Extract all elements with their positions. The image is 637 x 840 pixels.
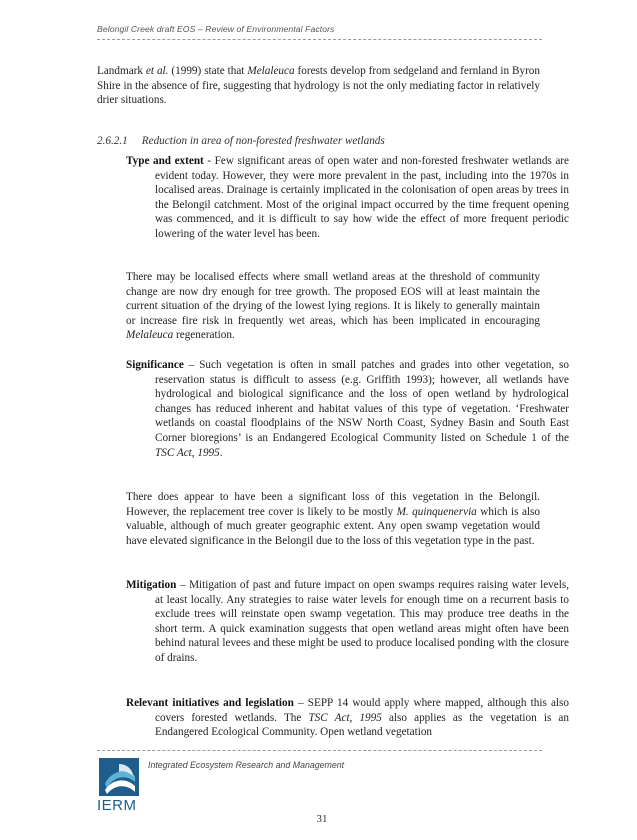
- significance-paragraph-2: [126, 490, 540, 548]
- intro-text-3: forests develop from sedgeland and fernland in Byron Shire in the absence of fire, suggesting that hydrology is not the only mediating factor in relatively drier situations.: [97, 65, 540, 107]
- section-heading: [97, 135, 540, 147]
- significance-text-2a: There does appear to have been a significant loss of this vegetation in the Belongil. However, the replacement tree cover is likely to be mostly: [126, 491, 540, 518]
- significance-text-2b: which is also valuable, although of much greater geographic extent. Any open swamp vegetation would have elevated significance in the Belongil due to the loss of this vegetation type in the past.: [126, 505, 540, 547]
- running-header: Belongil Creek draft EOS – Review of Environmental Factors: [97, 24, 335, 34]
- logo-text: IERM: [97, 797, 137, 814]
- intro-text-1: Landmark: [97, 65, 146, 77]
- intro-em-2: Melaleuca: [247, 65, 295, 77]
- relevant-initiatives-term: Relevant initiatives and legislation: [126, 697, 294, 709]
- significance-text-a: – Such vegetation is often in small patches and grades into other vegetation, so reservation status is difficult to assess (e.g. Griffith 1993); however, all wetlands have hydrological and biological significance and the loss of open wetland by hydrological changes has reduced inherent and habitat values of this type of vegetation. ‘Freshwater wetlands on coastal floodplains of the NSW North Coast, Sydney Basin and South East Corner bioregions’ is an Endangered Ecological Community listed on Schedule 1 of the: [155, 359, 569, 444]
- mitigation-paragraph: [126, 578, 569, 666]
- significance-term: Significance: [126, 359, 184, 371]
- intro-text-2: (1999) state that: [168, 65, 248, 77]
- significance-em: TSC Act, 1995: [155, 446, 220, 459]
- relevant-initiatives-text-a: – SEPP 14 would apply where mapped, although this also covers forested wetlands. The: [155, 697, 569, 724]
- intro-paragraph: [97, 64, 540, 108]
- significance-paragraph: [126, 358, 569, 460]
- footer-divider: [97, 750, 542, 751]
- relevant-initiatives-em: TSC Act, 1995: [308, 711, 382, 724]
- type-extent-text-2b: regeneration.: [173, 329, 235, 342]
- type-extent-term: Type and extent: [126, 155, 204, 167]
- header-divider: [97, 39, 542, 40]
- significance-em-2: M. quinquenervia: [396, 505, 477, 518]
- mitigation-text: – Mitigation of past and future impact on open swamps requires raising water levels, at least locally. Any strategies to raise water levels for enough time on a recurrent basis to exclude trees will reinstate open swamp vegetation. This may produce tree deaths in the short term. A quick examination suggests that open wetland areas might often have been behind natural levees and these might be used to produce localised ponding with the closure of drains.: [155, 579, 569, 664]
- type-extent-paragraph: [126, 154, 569, 242]
- type-extent-text-2a: There may be localised effects where small wetland areas at the threshold of community change are now dry enough for tree growth. The proposed EOS will at least maintain the current situation of the drying of the lowest lying regions. It is likely to generally maintain or increase fire risk in frequently wet areas, which has been implicated in encouraging: [126, 271, 540, 327]
- section-number: 2.6.2.1: [97, 135, 128, 147]
- mitigation-term: Mitigation: [126, 579, 177, 591]
- relevant-initiatives-paragraph: [126, 696, 569, 740]
- significance-text-b: .: [219, 446, 223, 459]
- intro-em-1: et al.: [145, 65, 169, 77]
- section-title: Reduction in area of non-forested freshwater wetlands: [141, 135, 385, 147]
- type-extent-paragraph-2: [126, 270, 540, 343]
- type-extent-text: - Few significant areas of open water and non-forested freshwater wetlands are evident today. However, they were more prevalent in the past, including into the 1970s in localised areas. Drainage is certainly implicated in the colonisation of open areas by trees in the Belongil catchment. Most of the original impact occurred by the time frequent opening was commenced, and it is difficult to say how wide the effect of more frequent periodic lowering of the water level has been.: [155, 155, 569, 240]
- page-number: 31: [316, 813, 328, 825]
- footer-organisation: Integrated Ecosystem Research and Management: [148, 760, 345, 770]
- relevant-initiatives-text-b: also applies as the vegetation is an Endangered Ecological Community. Open wetland vegetation: [155, 711, 569, 739]
- type-extent-em: Melaleuca: [126, 329, 174, 342]
